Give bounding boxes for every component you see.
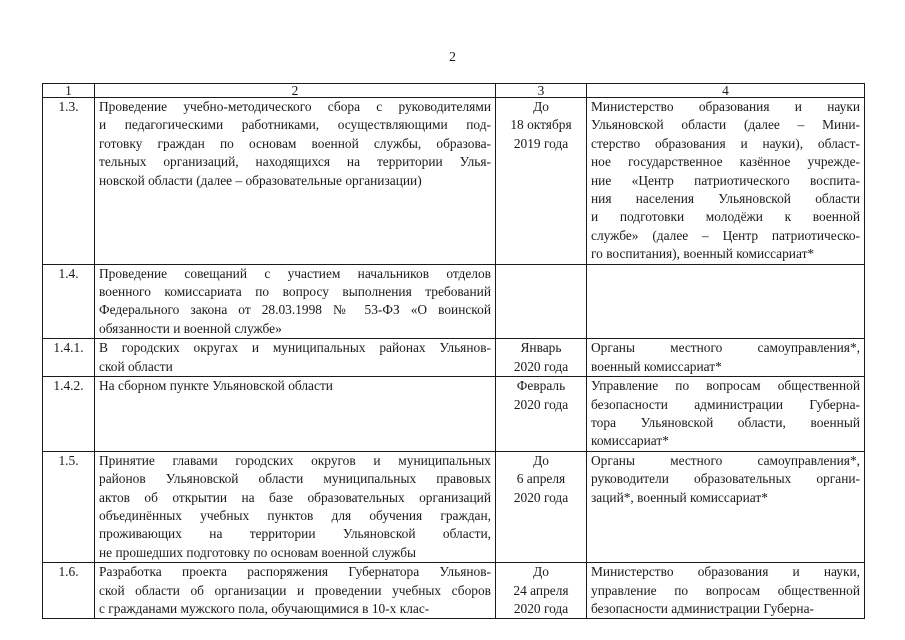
text-line: управление по вопросам общественной <box>591 582 860 598</box>
text-line: 2020 года <box>513 600 569 616</box>
text-line: районов Ульяновской области муниципальных правовых <box>99 471 491 487</box>
deadline-cell <box>496 451 587 562</box>
text-line: До <box>533 452 549 468</box>
item-number-cell: 1.4. <box>43 264 95 339</box>
text-line: 24 апреля <box>513 582 569 598</box>
executor-cell <box>587 98 865 265</box>
deadline-cell <box>496 264 587 339</box>
text-line: Министерство образования и науки, <box>591 564 860 580</box>
deadline-cell <box>496 563 587 619</box>
text-line: Органы местного самоуправления*, <box>591 340 860 356</box>
activity-cell <box>95 339 496 377</box>
text-line: руководители образовательных органи- <box>591 471 860 487</box>
text-line: и подготовки молодёжи к военной <box>591 209 860 225</box>
text-line: тора Ульяновской области, военный <box>591 414 860 430</box>
text-line: Управление по вопросам общественной <box>591 378 860 394</box>
text-line: тельных организаций, находящихся на территории Улья- <box>99 154 491 170</box>
text-line: Разработка проекта распоряжения Губернатора Ульянов- <box>99 564 491 580</box>
text-line: В городских округах и муниципальных районах Ульянов- <box>99 340 491 356</box>
column-header: 2 <box>95 84 496 98</box>
activity-cell <box>95 451 496 562</box>
table-row <box>43 377 865 452</box>
executor-cell <box>587 451 865 562</box>
text-line: Федерального закона от 28.03.1998 № 53-ФЗ «О воинской <box>99 302 491 318</box>
text-line: стерство образования и науки), област- <box>591 135 860 151</box>
text-line: военный комиссариат* <box>591 358 722 374</box>
text-line: обязанности и военной службе» <box>99 320 282 336</box>
page-number: 2 <box>449 50 456 65</box>
text-line: Февраль <box>516 378 566 394</box>
activity-cell <box>95 264 496 339</box>
text-line: военного комиссариата по вопросу выполнения требований <box>99 284 491 300</box>
table-row <box>43 264 865 339</box>
text-line: На сборном пункте Ульяновской области <box>99 378 333 394</box>
text-line: Проведение совещаний с участием начальников отделов <box>99 265 491 281</box>
text-line: Ульяновской области (далее – Мини- <box>591 117 860 133</box>
text-line: До <box>533 99 549 114</box>
executor-cell <box>587 563 865 619</box>
text-line: ской области <box>99 358 173 374</box>
text-line: проживающих на территории Ульяновской области, <box>99 526 491 542</box>
text-line: объединённых учебных пунктов для обучения граждан, <box>99 507 491 523</box>
text-line: 2020 года <box>513 489 569 505</box>
item-number-cell: 1.4.2. <box>43 377 95 452</box>
text-line: 18 октября <box>510 117 572 133</box>
executor-cell <box>587 377 865 452</box>
activity-cell <box>95 98 496 265</box>
text-line: 2020 года <box>513 396 569 412</box>
text-line: Принятие главами городских округов и муниципальных <box>99 452 491 468</box>
text-line: Министерство образования и науки <box>591 99 860 114</box>
text-line: 2020 года <box>513 358 569 374</box>
text-line: готовку граждан по основам военной службы, образова- <box>99 135 491 151</box>
table-row <box>43 451 865 562</box>
activity-cell <box>95 377 496 452</box>
text-line: с гражданами мужского пола, обучающимися в 10-х клас- <box>99 600 430 616</box>
text-line: ской области об организации и проведении учебных сборов <box>99 582 491 598</box>
text-line: безопасности администрации Губерна- <box>591 600 814 616</box>
table-header-row <box>43 84 865 98</box>
plan-table <box>42 83 865 619</box>
item-number-cell: 1.3. <box>43 98 95 265</box>
text-line: Органы местного самоуправления*, <box>591 452 860 468</box>
table-row <box>43 563 865 619</box>
text-line: заций*, военный комиссариат* <box>591 489 768 505</box>
text-line: безопасности администрации Губерна- <box>591 396 860 412</box>
text-line: ное государственное казённое учрежде- <box>591 154 860 170</box>
deadline-cell <box>496 377 587 452</box>
column-header: 1 <box>43 84 95 98</box>
deadline-cell <box>496 339 587 377</box>
text-line: 6 апреля <box>516 471 566 487</box>
table-row <box>43 98 865 265</box>
item-number-cell: 1.6. <box>43 563 95 619</box>
item-number-cell: 1.5. <box>43 451 95 562</box>
text-line: актов об открытии на базе образовательных организаций <box>99 489 491 505</box>
text-line: и педагогическими работниками, осуществляющими под- <box>99 117 491 133</box>
text-line: ния населения Ульяновской области <box>591 191 860 207</box>
text-line: службе» (далее – Центр патриотическо- <box>591 227 860 243</box>
column-header: 3 <box>496 84 587 98</box>
text-line: комиссариат* <box>591 433 669 449</box>
item-number-cell: 1.4.1. <box>43 339 95 377</box>
executor-cell <box>587 264 865 339</box>
text-line: 2019 года <box>513 135 569 151</box>
text-line: Проведение учебно-методического сбора с руководителями <box>99 99 491 114</box>
activity-cell <box>95 563 496 619</box>
executor-cell <box>587 339 865 377</box>
text-line: не прошедших подготовку по основам военной службы <box>99 544 416 560</box>
deadline-cell <box>496 98 587 265</box>
column-header: 4 <box>587 84 865 98</box>
text-line: До <box>533 564 549 580</box>
text-line: Январь <box>520 340 562 356</box>
text-line: новской области (далее – образовательные организации) <box>99 172 422 188</box>
text-line: го воспитания), военный комиссариат* <box>591 246 815 262</box>
text-line: ние «Центр патриотического воспита- <box>591 172 860 188</box>
table-row <box>43 339 865 377</box>
